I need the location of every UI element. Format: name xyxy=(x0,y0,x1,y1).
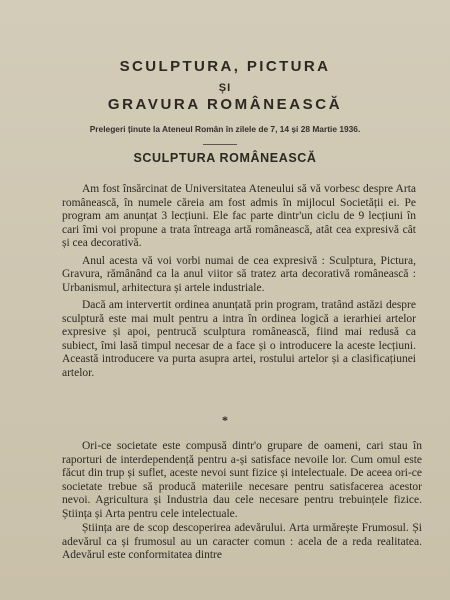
paragraph: Am fost însărcinat de Universitatea Ateneului să vă vorbesc despre Arta românească, în numele căreia am fost admis în mijlocul Societății ei. Pe program am anunțat 3 lecțiuni. Ele fac parte dintr'un ciclu de 9 lecțiuni în cari îmi voi propune a trata întreaga artă românească, atât cea expresivă cât și cea decorativă. xyxy=(62,183,416,249)
body-part-1 xyxy=(62,183,416,384)
title-rule xyxy=(203,144,237,145)
paragraph: Știința are de scop descoperirea adevărului. Arta urmărește Frumosul. Și adevărul ca și frumosul au un caracter comun : acela de a reda realitatea. Adevărul este conformitatea dintre xyxy=(62,522,422,561)
section-title: SCULPTURA ROMÂNEASCĂ xyxy=(133,151,317,165)
lecture-subtitle: Prelegeri ținute la Ateneul Român în zilele de 7, 14 și 28 Martie 1936. xyxy=(89,124,361,134)
paragraph: Anul acesta vă voi vorbi numai de cea expresivă : Sculptura, Pictura, Gravura, rămânând ca la anul viitor să tratez arta decorativă românească : Urbanismul, arhitectura și artele industriale. xyxy=(62,254,416,294)
title-line-3: GRAVURA ROMÂNEASCĂ xyxy=(107,96,343,113)
title-line-1: SCULPTURA, PICTURA xyxy=(119,58,331,75)
paragraph: Dacă am intervertit ordinea anunțată prin program, tratând astăzi despre sculptură este mai mult pentru a intra în ordinea logică a ierarhiei artelor expresive și apoi, pentrucă sculptura românească, fiind mai redusă ca subiect, îmi lasă timpul necesar de a face și o introducere la aceste lecțiuni. Această introducere va purta asupra artei, rostului artelor și a clasificațiunei artelor. xyxy=(62,299,416,379)
title-line-2: ȘI xyxy=(218,82,232,94)
body-part-2 xyxy=(62,440,422,567)
paragraph: Ori-ce societate este compusă dintr'o grupare de oameni, cari stau în raporturi de interdependență pentru a-și satisface nevoile lor. Cum omul este făcut din trup și suflet, aceste nevoi sunt fizice și intelectuale. De aceea ori-ce societate trebue să producă materiile necesare pentru satisfacerea acestor nevoi. Agricultura și Industria dau cele necesare pentru trebuințele fizice. Știința și Arta pentru cele intelectuale. xyxy=(62,440,422,520)
section-separator: * xyxy=(222,413,228,427)
